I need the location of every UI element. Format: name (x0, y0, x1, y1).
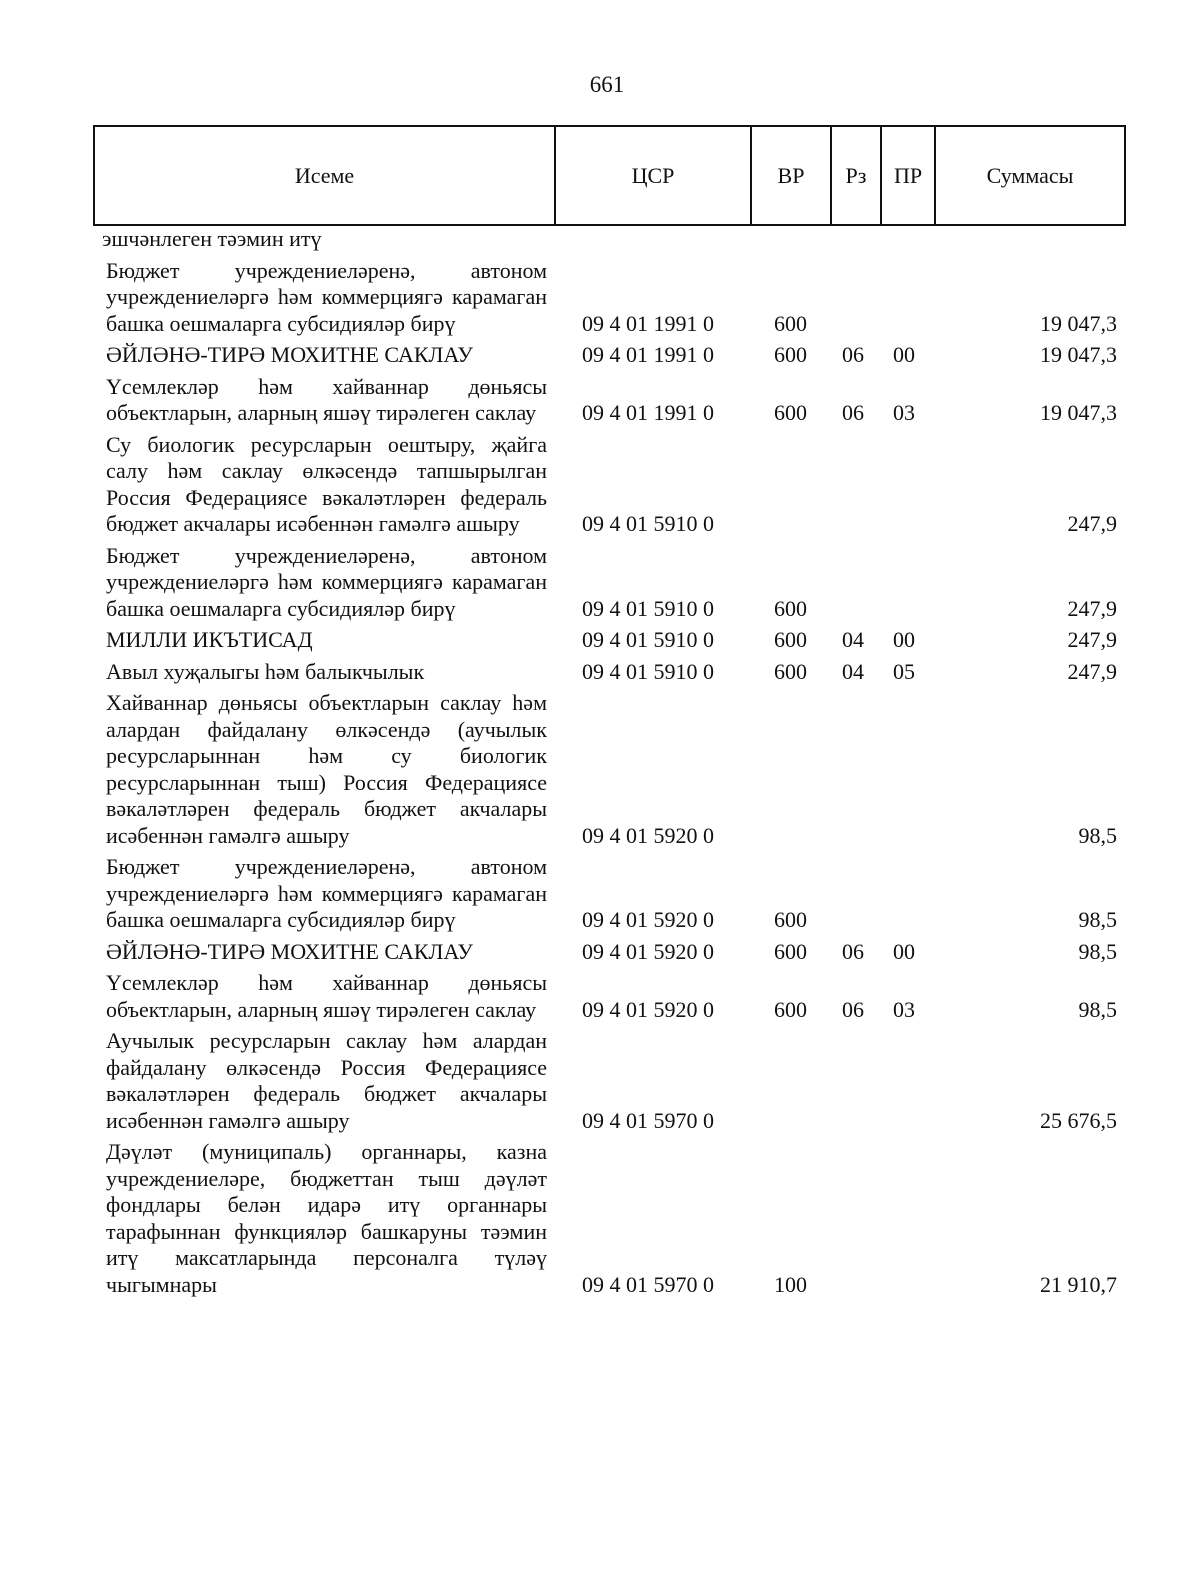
table-row (0, 854, 1200, 934)
column-header-rz: Рз (831, 126, 881, 225)
row-sum: 247,9 (1067, 595, 1117, 621)
table-row (0, 1139, 1200, 1298)
row-sum: 98,5 (1078, 938, 1117, 964)
row-sum: 98,5 (1078, 907, 1117, 932)
row-name: Үсемлекләр һәм хайваннар дөньясы объектларын, аларның яшәү тирәлеген саклау (106, 373, 547, 425)
row-csr: 09 4 01 5920 0 (582, 822, 714, 848)
row-vr: 100 (774, 1271, 807, 1297)
row-pr: 00 (893, 938, 915, 964)
row-sum: 21 910,7 (1040, 1271, 1117, 1297)
table-row (0, 342, 1200, 369)
row-vr: 600 (774, 996, 807, 1022)
row-name: МИЛЛИ ИКЪТИСАД (106, 627, 313, 652)
row-vr: 600 (774, 658, 807, 684)
row-name: эшчәнлеген тәэмин итү (102, 226, 322, 251)
table-row (0, 690, 1200, 849)
row-vr: 600 (774, 310, 807, 336)
row-pr: 03 (893, 400, 915, 425)
column-header-pr: ПР (881, 126, 935, 225)
table-row (0, 432, 1200, 538)
row-pr: 03 (893, 996, 915, 1022)
row-csr: 09 4 01 5910 0 (582, 595, 714, 621)
row-rz: 06 (842, 342, 864, 367)
row-vr: 600 (774, 627, 807, 652)
row-sum: 247,9 (1067, 511, 1117, 536)
row-name: ӘЙЛӘНӘ-ТИРӘ МОХИТНЕ САКЛАУ (106, 342, 473, 367)
row-name: Бюджет учреждениеләренә, автоном учреждениеләргә һәм коммерциягә карамаган башка оешмаларга субсидияләр бирү (106, 854, 547, 932)
table-row (0, 627, 1200, 654)
row-csr: 09 4 01 5920 0 (582, 907, 714, 932)
column-header-sum: Суммасы (935, 126, 1125, 225)
row-rz: 06 (842, 938, 864, 964)
row-name: Бюджет учреждениеләренә, автоном учреждениеләргә һәм коммерциягә карамаган башка оешмаларга субсидияләр бирү (106, 257, 547, 336)
row-csr: 09 4 01 1991 0 (582, 400, 714, 425)
table-row (0, 374, 1200, 427)
row-csr: 09 4 01 5970 0 (582, 1107, 714, 1133)
row-name: Бюджет учреждениеләренә, автоном учреждениеләргә һәм коммерциягә карамаган башка оешмаларга субсидияләр бирү (106, 542, 547, 621)
row-pr: 00 (893, 627, 915, 652)
table-header (93, 125, 1126, 226)
column-header-csr: ЦСР (555, 126, 751, 225)
row-name: Дәүләт (муниципаль) органнары, казна учреждениеләре, бюджеттан тыш дәүләт фондлары белән идарә итү органнары тарафыннан функцияләр башкаруны тәэмин итү максатларында персоналга түләү чыгымнары (106, 1139, 547, 1297)
row-name: Аучылык ресурсларын саклау һәм алардан файдалану өлкәсендә Россия Федерациясе вәкаләтләрен федераль бюджет акчалары исәбеннән гамәлгә ашыру (106, 1028, 547, 1133)
row-name: Су биологик ресурсларын оештыру, җайга салу һәм саклау өлкәсендә тапшырылган Россия Федерациясе вәкаләтләрен федераль бюджет акчалары исәбеннән гамәлгә ашыру (106, 431, 547, 536)
row-sum: 19 047,3 (1040, 342, 1117, 367)
table-row (0, 970, 1200, 1023)
table-row (0, 226, 1200, 253)
row-csr: 09 4 01 5910 0 (582, 658, 714, 684)
row-rz: 06 (842, 996, 864, 1022)
row-csr: 09 4 01 1991 0 (582, 310, 714, 336)
page-number: 661 (589, 72, 625, 97)
table-row (0, 258, 1200, 338)
row-pr: 00 (893, 342, 915, 367)
row-rz: 04 (842, 627, 864, 652)
row-vr: 600 (774, 938, 807, 964)
row-name: Үсемлекләр һәм хайваннар дөньясы объектларын, аларның яшәү тирәлеген саклау (106, 970, 547, 1022)
row-sum: 98,5 (1078, 996, 1117, 1022)
row-csr: 09 4 01 5910 0 (582, 627, 714, 652)
row-name: ӘЙЛӘНӘ-ТИРӘ МОХИТНЕ САКЛАУ (106, 938, 473, 964)
row-sum: 19 047,3 (1040, 310, 1117, 336)
row-csr: 09 4 01 1991 0 (582, 342, 714, 367)
row-vr: 600 (774, 907, 807, 932)
row-csr: 09 4 01 5970 0 (582, 1271, 714, 1297)
table-row (0, 939, 1200, 966)
row-csr: 09 4 01 5920 0 (582, 938, 714, 964)
row-rz: 04 (842, 658, 864, 684)
row-sum: 247,9 (1067, 658, 1117, 684)
row-vr: 600 (774, 342, 807, 367)
table-row (0, 659, 1200, 686)
row-vr: 600 (774, 400, 807, 425)
row-sum: 247,9 (1067, 627, 1117, 652)
row-name: Авыл хуҗалыгы һәм балыкчылык (106, 658, 425, 684)
row-name: Хайваннар дөньясы объектларын саклау һәм алардан файдалану өлкәсендә (аучылык ресурсларыннан һәм су биологик ресурсларыннан тыш) Россия Федерациясе вәкаләтләрен федераль бюджет акчалары исәбеннән гамәлгә ашыру (106, 690, 547, 848)
table-body (0, 226, 1200, 1298)
row-sum: 98,5 (1078, 822, 1117, 848)
row-rz: 06 (842, 400, 864, 425)
row-csr: 09 4 01 5920 0 (582, 996, 714, 1022)
table-row (0, 1028, 1200, 1134)
row-sum: 19 047,3 (1040, 400, 1117, 425)
row-pr: 05 (893, 658, 915, 684)
row-vr: 600 (774, 595, 807, 621)
row-sum: 25 676,5 (1040, 1107, 1117, 1133)
column-header-name: Исеме (94, 126, 555, 225)
table-row (0, 543, 1200, 623)
row-csr: 09 4 01 5910 0 (582, 511, 714, 536)
column-header-vr: ВР (751, 126, 831, 225)
